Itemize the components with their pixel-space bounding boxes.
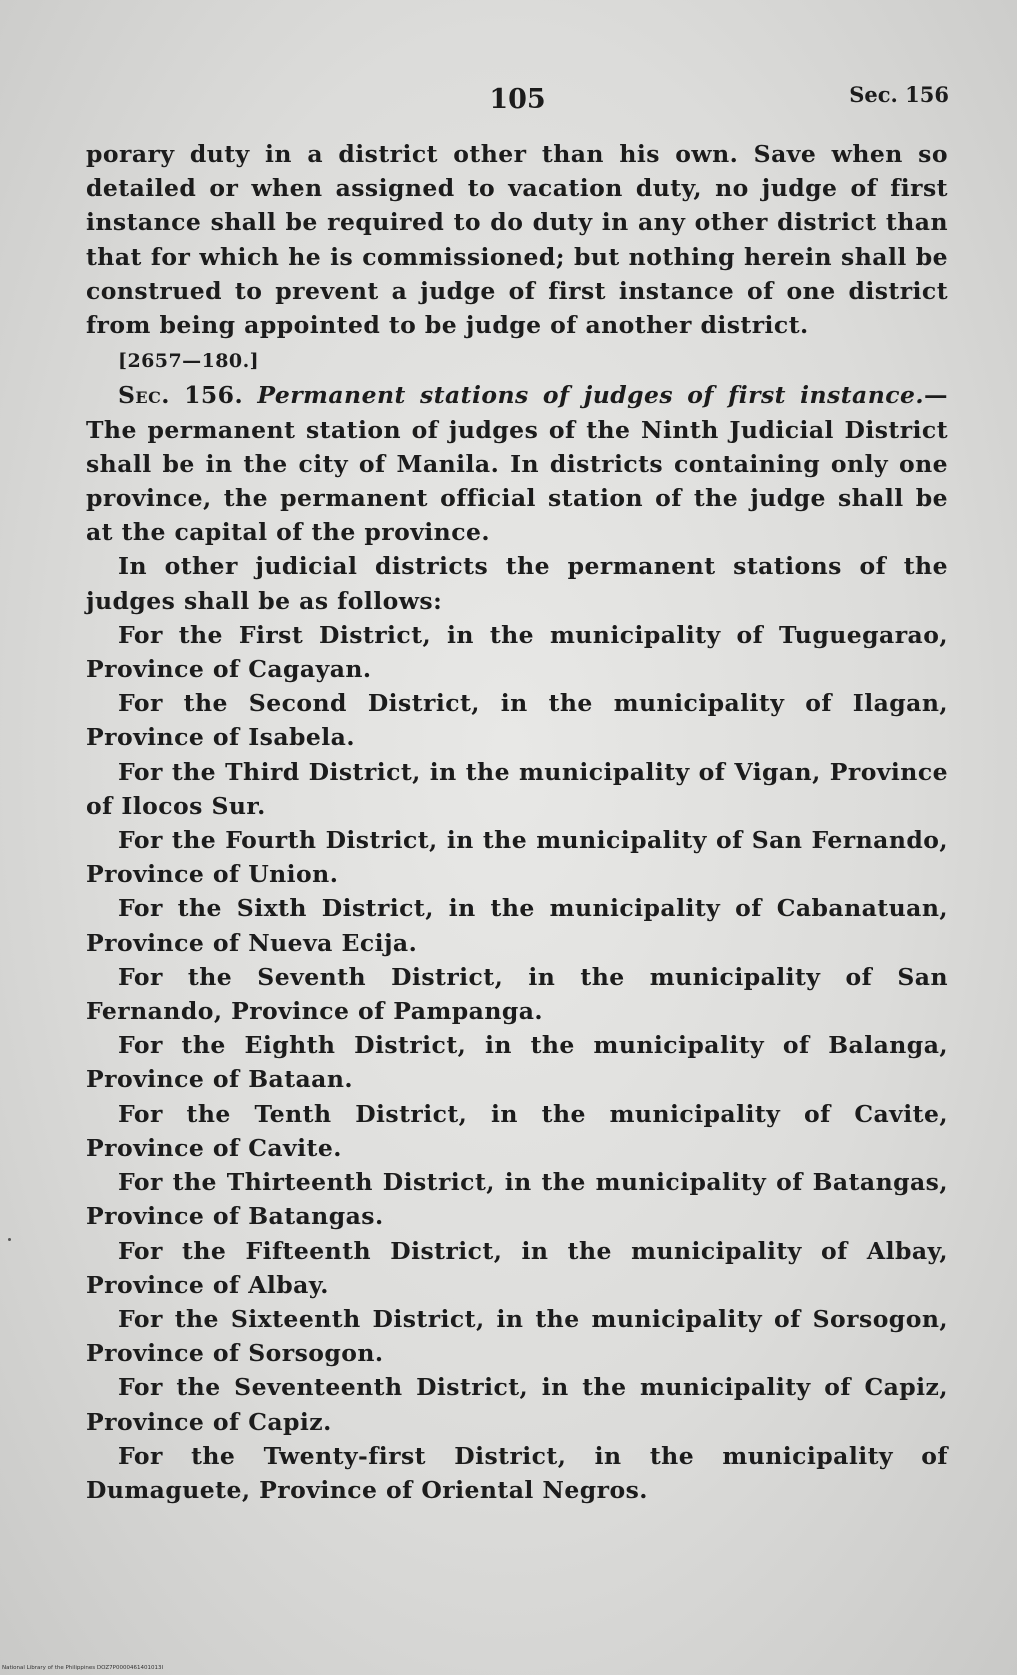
district-paragraph: For the Third District, in the municipality of Vigan, Province of Ilocos Sur.: [86, 757, 948, 820]
citation: [2657—180.]: [118, 350, 260, 373]
district-paragraph: For the Tenth District, in the municipality of Cavite, Province of Cavite.: [86, 1099, 948, 1162]
section-label: Sec. 156.: [118, 381, 244, 410]
page-number: 105: [489, 84, 546, 115]
section-paragraph: [86, 378, 948, 549]
district-paragraph: For the Twenty-first District, in the municipality of Dumaguete, Province of Oriental Negros.: [86, 1441, 948, 1504]
section-title: Permanent stations of judges of first instance.: [257, 381, 925, 410]
district-paragraph: For the Seventh District, in the municipality of San Fernando, Province of Pampanga.: [86, 962, 948, 1026]
district-paragraph: For the Eighth District, in the municipality of Balanga, Province of Bataan.: [86, 1031, 948, 1094]
district-paragraph: For the Fourth District, in the municipality of San Fernando, Province of Union.: [86, 826, 948, 889]
citation-paragraph: [86, 342, 948, 378]
scan-footer: National Library of the Philippines DOZ7P0000461401013I: [2, 1665, 164, 1671]
district-paragraph: For the Fifteenth District, in the municipality of Albay, Province of Albay.: [86, 1236, 948, 1299]
page-header: [86, 84, 949, 124]
running-section-reference: Sec. 156: [849, 82, 949, 107]
section-text: —The permanent station of judges of the Ninth Judicial District shall be in the city of Manila. In districts containing only one province, the permanent official station of the judge shall be at the capital of the province.: [86, 381, 948, 547]
district-paragraph: For the Thirteenth District, in the municipality of Batangas, Province of Batangas.: [86, 1168, 948, 1231]
district-paragraph: For the Sixth District, in the municipality of Cabanatuan, Province of Nueva Ecija.: [86, 894, 948, 957]
text-body: [86, 137, 948, 1507]
scan-speck: [8, 1238, 11, 1241]
district-paragraph: For the Sixteenth District, in the municipality of Sorsogon, Province of Sorsogon.: [86, 1304, 948, 1368]
continuation-paragraph: porary duty in a district other than his own. Save when so detailed or when assigned to vacation duty, no judge of first instance shall be required to do duty in any other district than that for which he is commissioned; but nothing herein shall be construed to prevent a judge of first instance of one district from being appointed to be judge of another district.: [86, 140, 948, 340]
intro-paragraph: In other judicial districts the permanent stations of the judges shall be as follows:: [86, 552, 948, 615]
district-paragraph: For the Second District, in the municipality of Ilagan, Province of Isabela.: [86, 689, 948, 752]
district-paragraph: For the Seventeenth District, in the municipality of Capiz, Province of Capiz.: [86, 1373, 948, 1436]
district-paragraph: For the First District, in the municipality of Tuguegarao, Province of Cagayan.: [86, 620, 948, 684]
